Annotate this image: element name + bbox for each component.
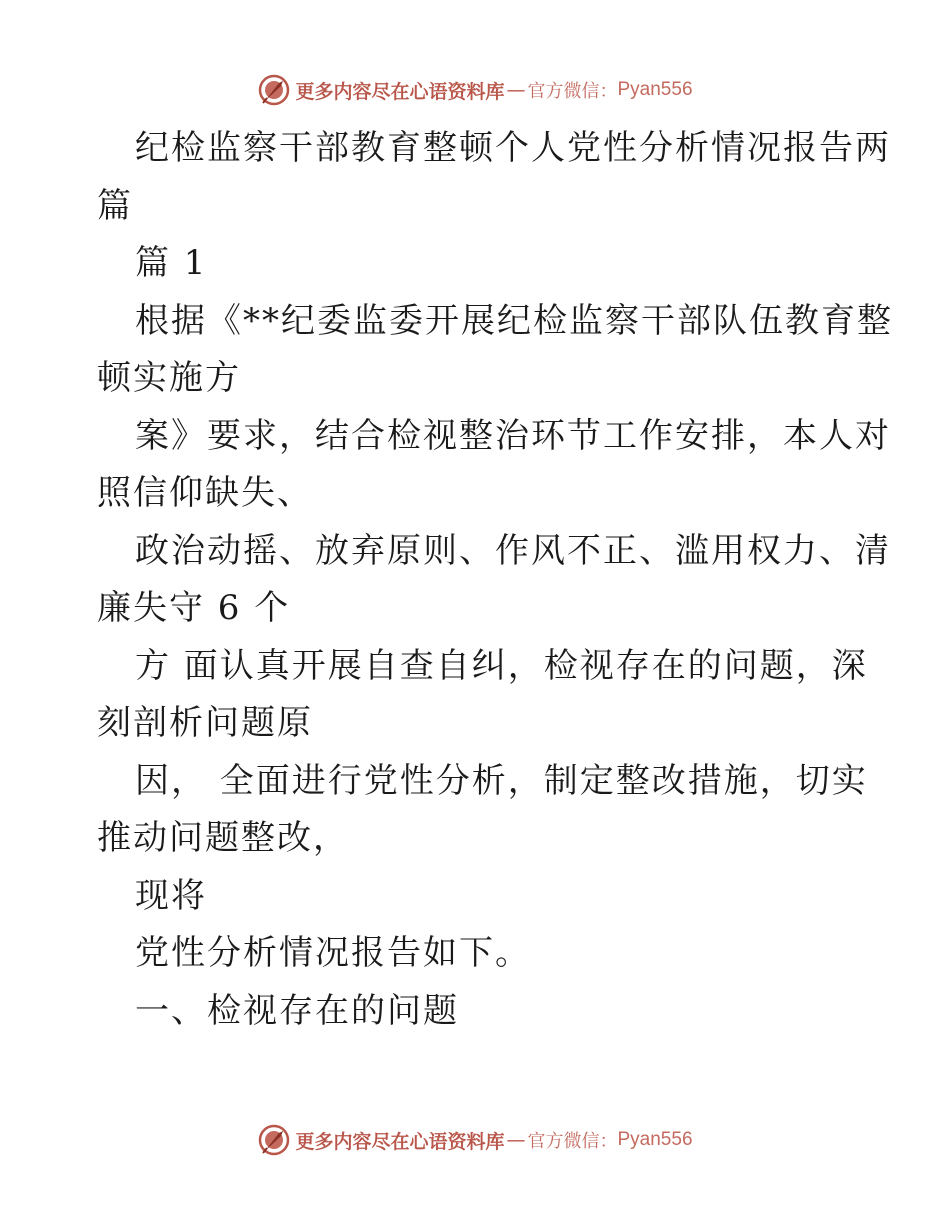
paragraph-line: 顿实施方 xyxy=(97,358,241,398)
paragraph-line: 推动问题整改， xyxy=(97,818,349,858)
paragraph-line: 党性分析情况报告如下。 xyxy=(135,933,531,973)
banner-slogan: 更多内容尽在心语资料库 xyxy=(295,1130,505,1153)
banner-wechat-label: 官方微信： xyxy=(527,81,618,102)
banner-slogan: 更多内容尽在心语资料库 xyxy=(295,80,505,103)
doc-title-line-2: 篇 xyxy=(97,185,133,226)
paragraph-line: 案》要求，结合检视整治环节工作安排，本人对 xyxy=(135,415,891,456)
banner-wechat-id: Pyan556 xyxy=(617,79,693,100)
header-banner xyxy=(0,70,950,110)
banner-dash: — xyxy=(506,1129,526,1151)
document-body xyxy=(97,120,893,1040)
paragraph-line: 根据《**纪委监委开展纪检监察干部队伍教育整 xyxy=(135,300,893,341)
paragraph-line: 政治动摇、放弃原则、作风不正、滥用权力、清 xyxy=(135,530,891,571)
banner-wechat-label: 官方微信： xyxy=(527,1131,618,1152)
paragraph-line: 廉失守 6 个 xyxy=(97,588,291,628)
paragraph-line: 照信仰缺失、 xyxy=(97,473,313,513)
banner-wechat-id: Pyan556 xyxy=(617,1129,693,1150)
paragraph-line: 现将 xyxy=(135,875,207,916)
paragraph-line: 方 面认真开展自查自纠，检视存在的问题，深 xyxy=(135,645,868,686)
section-heading: 篇 1 xyxy=(135,243,208,283)
paragraph-line: 刻剖析问题原 xyxy=(97,703,313,743)
footer-banner xyxy=(0,1120,950,1160)
quill-logo-icon xyxy=(257,1123,291,1157)
subsection-heading: 一、检视存在的问题 xyxy=(135,990,459,1031)
paragraph-line: 因， 全面进行党性分析，制定整改措施，切实 xyxy=(135,760,868,801)
quill-logo-icon xyxy=(257,73,291,107)
doc-title-line-1: 纪检监察干部教育整顿个人党性分析情况报告两 xyxy=(135,128,891,168)
banner-dash: — xyxy=(506,79,526,101)
